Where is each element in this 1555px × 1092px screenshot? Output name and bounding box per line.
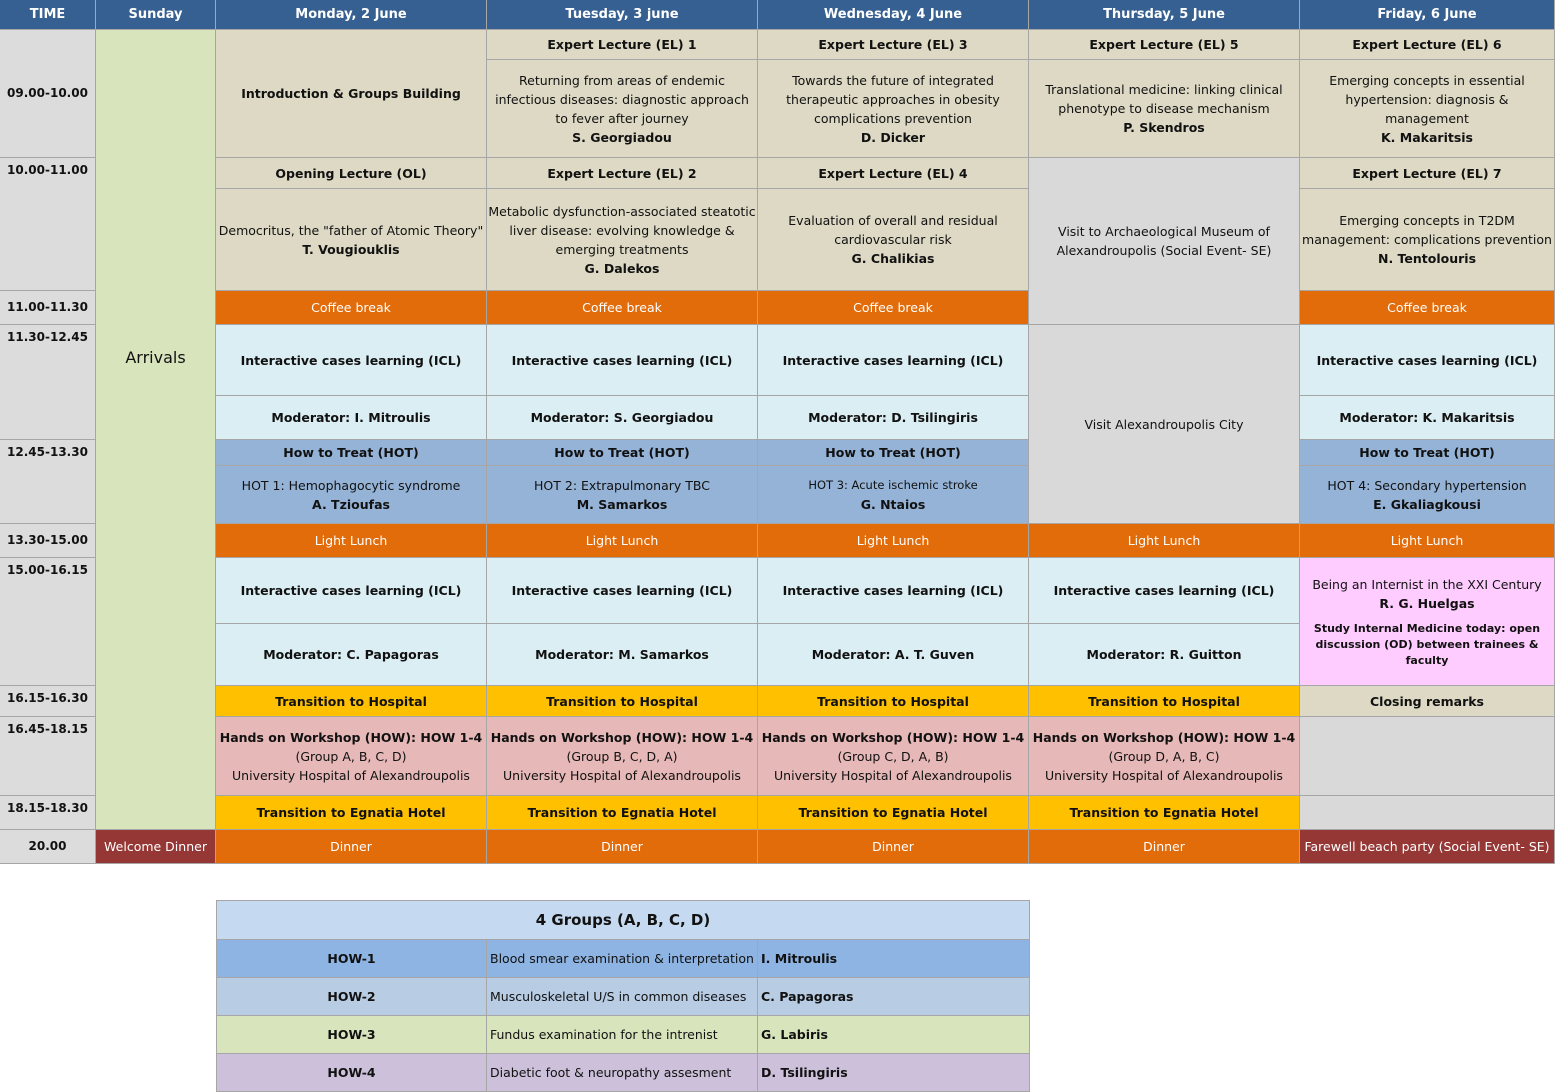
time-slot: 12.45-13.30 <box>0 440 96 524</box>
fri-closing-remarks: Closing remarks <box>1300 686 1555 717</box>
hot-speaker: E. Gkaliagkousi <box>1373 496 1481 512</box>
wed-icl-moderator: Moderator: D. Tsilingiris <box>758 396 1029 440</box>
wed-el4-title: Expert Lecture (EL) 4 <box>758 158 1029 189</box>
workshop-place: University Hospital of Alexandroupolis <box>232 767 470 783</box>
hot-speaker: A. Tzioufas <box>312 496 390 512</box>
fri-el7-title: Expert Lecture (EL) 7 <box>1300 158 1555 189</box>
fri-empty-slot <box>1300 796 1555 830</box>
hot-speaker: G. Ntaios <box>860 496 926 512</box>
group-code: HOW-2 <box>216 978 487 1016</box>
lecture-speaker: G. Dalekos <box>584 260 660 276</box>
thu-transition-hospital: Transition to Hospital <box>1029 686 1300 717</box>
time-slot: 16.45-18.15 <box>0 717 96 796</box>
thu-workshop <box>1029 717 1300 796</box>
mon-opening-lecture <box>216 189 487 291</box>
mon-transition-hotel: Transition to Egnatia Hotel <box>216 796 487 830</box>
workshop-title: Hands on Workshop (HOW): HOW 1-4 <box>219 729 483 745</box>
lecture-speaker: T. Vougiouklis <box>302 241 400 257</box>
thu-icl-afternoon-moderator: Moderator: R. Guitton <box>1029 624 1300 686</box>
wed-icl: Interactive cases learning (ICL) <box>758 325 1029 396</box>
tue-transition-hotel: Transition to Egnatia Hotel <box>487 796 758 830</box>
group-code: HOW-3 <box>216 1016 487 1054</box>
group-code: HOW-4 <box>216 1054 487 1092</box>
group-tutor: D. Tsilingiris <box>758 1054 1030 1092</box>
fri-hot-title: How to Treat (HOT) <box>1300 440 1555 466</box>
lecture-speaker: D. Dicker <box>860 129 926 145</box>
mon-icl-afternoon-moderator: Moderator: C. Papagoras <box>216 624 487 686</box>
workshop-groups: (Group C, D, A, B) <box>837 748 949 764</box>
fri-el6 <box>1300 60 1555 158</box>
mon-workshop <box>216 717 487 796</box>
group-code: HOW-1 <box>216 940 487 978</box>
fri-el7 <box>1300 189 1555 291</box>
mon-transition-hospital: Transition to Hospital <box>216 686 487 717</box>
tue-el1-title: Expert Lecture (EL) 1 <box>487 30 758 60</box>
lecture-text: Translational medicine: linking clinical phenotype to disease mechanism <box>1045 82 1283 116</box>
workshop-title: Hands on Workshop (HOW): HOW 1-4 <box>490 729 754 745</box>
mon-dinner: Dinner <box>216 830 487 864</box>
time-slot: 15.00-16.15 <box>0 558 96 686</box>
lecture-text: Returning from areas of endemic infectious diseases: diagnostic approach to fever after journey <box>495 72 749 126</box>
tue-dinner: Dinner <box>487 830 758 864</box>
fri-empty-slot <box>1300 717 1555 796</box>
time-slot: 09.00-10.00 <box>0 30 96 158</box>
workshop-place: University Hospital of Alexandroupolis <box>503 767 741 783</box>
wed-transition-hospital: Transition to Hospital <box>758 686 1029 717</box>
lecture-text: Metabolic dysfunction-associated steatotic liver disease: evolving knowledge & emerging treatments <box>488 203 756 257</box>
fri-farewell-party: Farewell beach party (Social Event- SE) <box>1300 830 1555 864</box>
wed-hot-title: How to Treat (HOT) <box>758 440 1029 466</box>
mon-hot-title: How to Treat (HOT) <box>216 440 487 466</box>
mon-coffee-break: Coffee break <box>216 291 487 325</box>
mon-hot <box>216 466 487 524</box>
header-tuesday: Tuesday, 3 june <box>487 0 758 30</box>
tue-icl-moderator: Moderator: S. Georgiadou <box>487 396 758 440</box>
hot-text: HOT 4: Secondary hypertension <box>1327 477 1527 493</box>
group-topic: Diabetic foot & neuropathy assesment <box>487 1054 758 1092</box>
lecture-text: Democritus, the "father of Atomic Theory" <box>218 222 484 238</box>
wed-icl-afternoon-moderator: Moderator: A. T. Guven <box>758 624 1029 686</box>
thu-museum-visit: Visit to Archaeological Museum of Alexandroupolis (Social Event- SE) <box>1029 158 1300 325</box>
mon-introduction: Introduction & Groups Building <box>216 30 487 158</box>
mon-icl: Interactive cases learning (ICL) <box>216 325 487 396</box>
group-topic: Blood smear examination & interpretation <box>487 940 758 978</box>
mon-light-lunch: Light Lunch <box>216 524 487 558</box>
time-slot: 18.15-18.30 <box>0 796 96 830</box>
time-slot: 13.30-15.00 <box>0 524 96 558</box>
workshop-title: Hands on Workshop (HOW): HOW 1-4 <box>761 729 1025 745</box>
fri-el6-title: Expert Lecture (EL) 6 <box>1300 30 1555 60</box>
thu-dinner: Dinner <box>1029 830 1300 864</box>
thu-light-lunch: Light Lunch <box>1029 524 1300 558</box>
group-topic: Musculoskeletal U/S in common diseases <box>487 978 758 1016</box>
wed-el4 <box>758 189 1029 291</box>
tue-el2 <box>487 189 758 291</box>
tue-transition-hospital: Transition to Hospital <box>487 686 758 717</box>
header-thursday: Thursday, 5 June <box>1029 0 1300 30</box>
fri-icl: Interactive cases learning (ICL) <box>1300 325 1555 396</box>
mon-opening-lecture-title: Opening Lecture (OL) <box>216 158 487 189</box>
tue-hot <box>487 466 758 524</box>
workshop-title: Hands on Workshop (HOW): HOW 1-4 <box>1032 729 1296 745</box>
wed-hot <box>758 466 1029 524</box>
tue-coffee-break: Coffee break <box>487 291 758 325</box>
mon-icl-afternoon: Interactive cases learning (ICL) <box>216 558 487 624</box>
lecture-speaker: R. G. Huelgas <box>1379 595 1475 611</box>
tue-el2-title: Expert Lecture (EL) 2 <box>487 158 758 189</box>
wed-coffee-break: Coffee break <box>758 291 1029 325</box>
lecture-text: Being an Internist in the XXI Century <box>1312 576 1542 592</box>
wed-workshop <box>758 717 1029 796</box>
hot-text: HOT 1: Hemophagocytic syndrome <box>241 477 461 493</box>
tue-icl-afternoon-moderator: Moderator: M. Samarkos <box>487 624 758 686</box>
header-monday: Monday, 2 June <box>216 0 487 30</box>
header-friday: Friday, 6 June <box>1300 0 1555 30</box>
thu-el5 <box>1029 60 1300 158</box>
lecture-text: Towards the future of integrated therapeutic approaches in obesity complications prevention <box>786 72 1000 126</box>
workshop-groups: (Group A, B, C, D) <box>295 748 407 764</box>
tue-icl: Interactive cases learning (ICL) <box>487 325 758 396</box>
thu-transition-hotel: Transition to Egnatia Hotel <box>1029 796 1300 830</box>
tue-hot-title: How to Treat (HOT) <box>487 440 758 466</box>
thu-icl-afternoon: Interactive cases learning (ICL) <box>1029 558 1300 624</box>
fri-light-lunch: Light Lunch <box>1300 524 1555 558</box>
wed-el3-title: Expert Lecture (EL) 3 <box>758 30 1029 60</box>
wed-dinner: Dinner <box>758 830 1029 864</box>
group-tutor: I. Mitroulis <box>758 940 1030 978</box>
thu-el5-title: Expert Lecture (EL) 5 <box>1029 30 1300 60</box>
hot-speaker: M. Samarkos <box>576 496 668 512</box>
workshop-place: University Hospital of Alexandroupolis <box>774 767 1012 783</box>
lecture-text: Emerging concepts in essential hypertension: diagnosis & management <box>1329 72 1525 126</box>
workshop-groups: (Group D, A, B, C) <box>1108 748 1220 764</box>
lecture-speaker: P. Skendros <box>1123 120 1205 135</box>
wed-transition-hotel: Transition to Egnatia Hotel <box>758 796 1029 830</box>
wed-el3 <box>758 60 1029 158</box>
time-slot: 16.15-16.30 <box>0 686 96 717</box>
lecture-speaker: S. Georgiadou <box>572 129 672 145</box>
tue-light-lunch: Light Lunch <box>487 524 758 558</box>
wed-icl-afternoon: Interactive cases learning (ICL) <box>758 558 1029 624</box>
lecture-text: Emerging concepts in T2DM management: complications prevention <box>1302 213 1552 247</box>
fri-coffee-break: Coffee break <box>1300 291 1555 325</box>
fri-hot <box>1300 466 1555 524</box>
group-tutor: C. Papagoras <box>758 978 1030 1016</box>
mon-icl-moderator: Moderator: I. Mitroulis <box>216 396 487 440</box>
workshop-groups: (Group B, C, D, A) <box>566 748 678 764</box>
fri-icl-moderator: Moderator: K. Makaritsis <box>1300 396 1555 440</box>
group-tutor: G. Labiris <box>758 1016 1030 1054</box>
tue-icl-afternoon: Interactive cases learning (ICL) <box>487 558 758 624</box>
header-wednesday: Wednesday, 4 June <box>758 0 1029 30</box>
tue-el1 <box>487 60 758 158</box>
hot-text: HOT 2: Extrapulmonary TBC <box>534 477 710 493</box>
lecture-text: Evaluation of overall and residual cardiovascular risk <box>788 213 998 247</box>
thu-city-visit: Visit Alexandroupolis City <box>1029 325 1300 524</box>
time-slot: 11.00-11.30 <box>0 291 96 325</box>
fri-internist-session <box>1300 558 1555 686</box>
hot-text: HOT 3: Acute ischemic stroke <box>808 477 978 492</box>
lecture-speaker: K. Makaritsis <box>1381 129 1473 145</box>
groups-table-title: 4 Groups (A, B, C, D) <box>216 900 1030 940</box>
group-topic: Fundus examination for the intrenist <box>487 1016 758 1054</box>
header-time: TIME <box>0 0 96 30</box>
lecture-speaker: N. Tentolouris <box>1377 251 1477 266</box>
workshop-place: University Hospital of Alexandroupolis <box>1045 767 1283 783</box>
header-sunday: Sunday <box>96 0 216 30</box>
sunday-welcome-dinner: Welcome Dinner <box>96 830 216 864</box>
time-slot: 11.30-12.45 <box>0 325 96 440</box>
open-discussion: Study Internal Medicine today: open discussion (OD) between trainees & faculty <box>1313 621 1541 667</box>
time-slot: 10.00-11.00 <box>0 158 96 291</box>
tue-workshop <box>487 717 758 796</box>
lecture-speaker: G. Chalikias <box>851 251 935 266</box>
wed-light-lunch: Light Lunch <box>758 524 1029 558</box>
sunday-arrivals: Arrivals <box>96 30 216 830</box>
time-slot: 20.00 <box>0 830 96 864</box>
